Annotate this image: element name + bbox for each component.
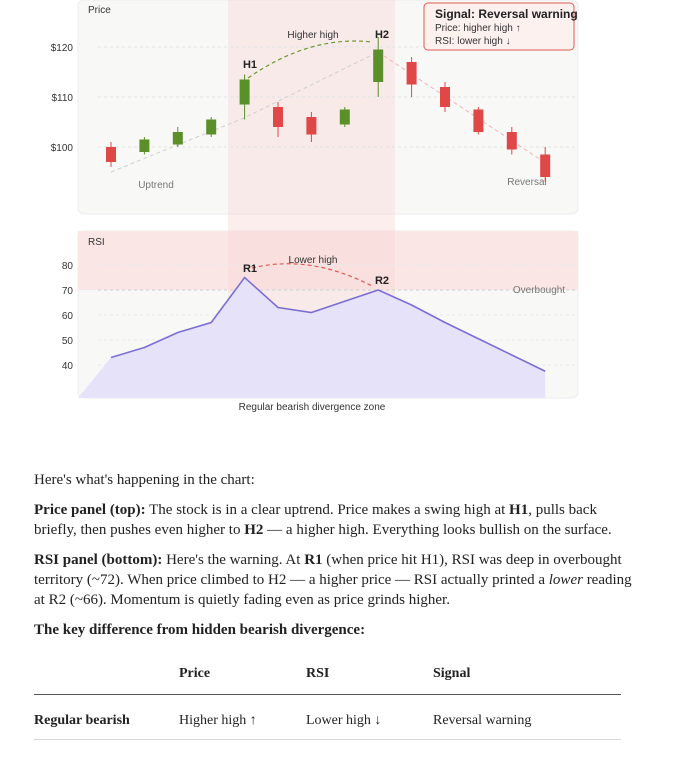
candle-up	[206, 120, 216, 135]
candle-down	[540, 155, 550, 178]
rsi-text-2: (when price hit H1), RSI was deep in overbought territory (~72). When price climbed to H2 — a higher price — RSI actually printed a	[34, 552, 622, 588]
price-h1: H1	[509, 502, 529, 518]
candle-down	[273, 107, 283, 127]
rsi-tick-label: 50	[61, 336, 73, 347]
price-text-1: The stock is in a clear uptrend. Price makes a swing high at	[145, 502, 510, 518]
higher-high-label: Higher high	[287, 30, 339, 41]
price-tick-label: $100	[50, 143, 73, 154]
table-cell: Higher high ↑	[179, 695, 306, 740]
signal-box-price-line: Price: higher high ↑	[435, 23, 521, 34]
rsi-tick-label: 60	[61, 311, 73, 322]
rsi-panel-paragraph	[34, 550, 634, 610]
rsi-tick-label: 80	[61, 261, 73, 272]
rsi-lower: lower	[548, 572, 583, 588]
r2-label: R2	[374, 275, 390, 287]
key-difference-heading: The key difference from hidden bearish divergence:	[34, 622, 366, 638]
h1-label: H1	[242, 59, 258, 71]
signal-box-rsi-line: RSI: lower high ↓	[435, 36, 511, 47]
candle-down	[306, 117, 316, 135]
intro-paragraph: Here's what's happening in the chart:	[34, 472, 255, 488]
divergence-zone-label: Regular bearish divergence zone	[238, 402, 386, 413]
comparison-table	[34, 654, 621, 740]
candle-up	[240, 80, 250, 105]
candle-up	[139, 140, 149, 153]
uptrend-label: Uptrend	[138, 180, 174, 191]
table-header-row	[34, 654, 621, 695]
candle-up	[373, 50, 383, 83]
overbought-label: Overbought	[512, 285, 566, 296]
table-cell: Lower high ↓	[306, 695, 433, 740]
table-row	[34, 695, 621, 740]
h2-label: H2	[374, 29, 390, 41]
lower-high-label: Lower high	[288, 255, 338, 266]
table-header-cell: RSI	[306, 654, 433, 695]
price-panel-paragraph	[34, 500, 634, 540]
rsi-text-1: Here's the warning. At	[162, 552, 305, 568]
reversal-label: Reversal	[507, 177, 547, 188]
rsi-panel-title: RSI panel (bottom):	[34, 552, 163, 568]
price-text-3: — a higher high. Everything looks bullish on the surface.	[263, 522, 612, 538]
table-header-cell: Price	[179, 654, 306, 695]
table-header-cell	[34, 654, 179, 695]
candle-down	[473, 110, 483, 133]
price-panel-label: Price	[88, 5, 111, 16]
price-panel-title: Price panel (top):	[34, 502, 146, 518]
candle-up	[340, 110, 350, 125]
table-cell: Regular bearish	[34, 695, 179, 740]
price-tick-label: $120	[50, 43, 73, 54]
candle-up	[173, 132, 183, 145]
candle-down	[440, 87, 450, 107]
candle-down	[407, 62, 417, 85]
rsi-text-3: reading at R2 (~66). Momentum is quietly fading even as price grinds higher.	[34, 572, 632, 608]
signal-box-title: Signal: Reversal warning	[435, 7, 578, 21]
rsi-tick-label: 40	[61, 361, 73, 372]
r1-label: R1	[242, 263, 258, 275]
table-header-cell: Signal	[433, 654, 621, 695]
rsi-panel-label: RSI	[88, 237, 105, 248]
candle-down	[507, 132, 517, 150]
price-tick-label: $110	[51, 93, 73, 104]
price-text-2: , pulls back briefly, then pushes even higher to	[34, 502, 597, 538]
rsi-tick-label: 70	[61, 286, 73, 297]
explanation-text	[34, 470, 634, 740]
candle-down	[106, 147, 116, 162]
price-h2: H2	[244, 522, 264, 538]
table-cell: Reversal warning	[433, 695, 621, 740]
rsi-r1: R1	[304, 552, 323, 568]
